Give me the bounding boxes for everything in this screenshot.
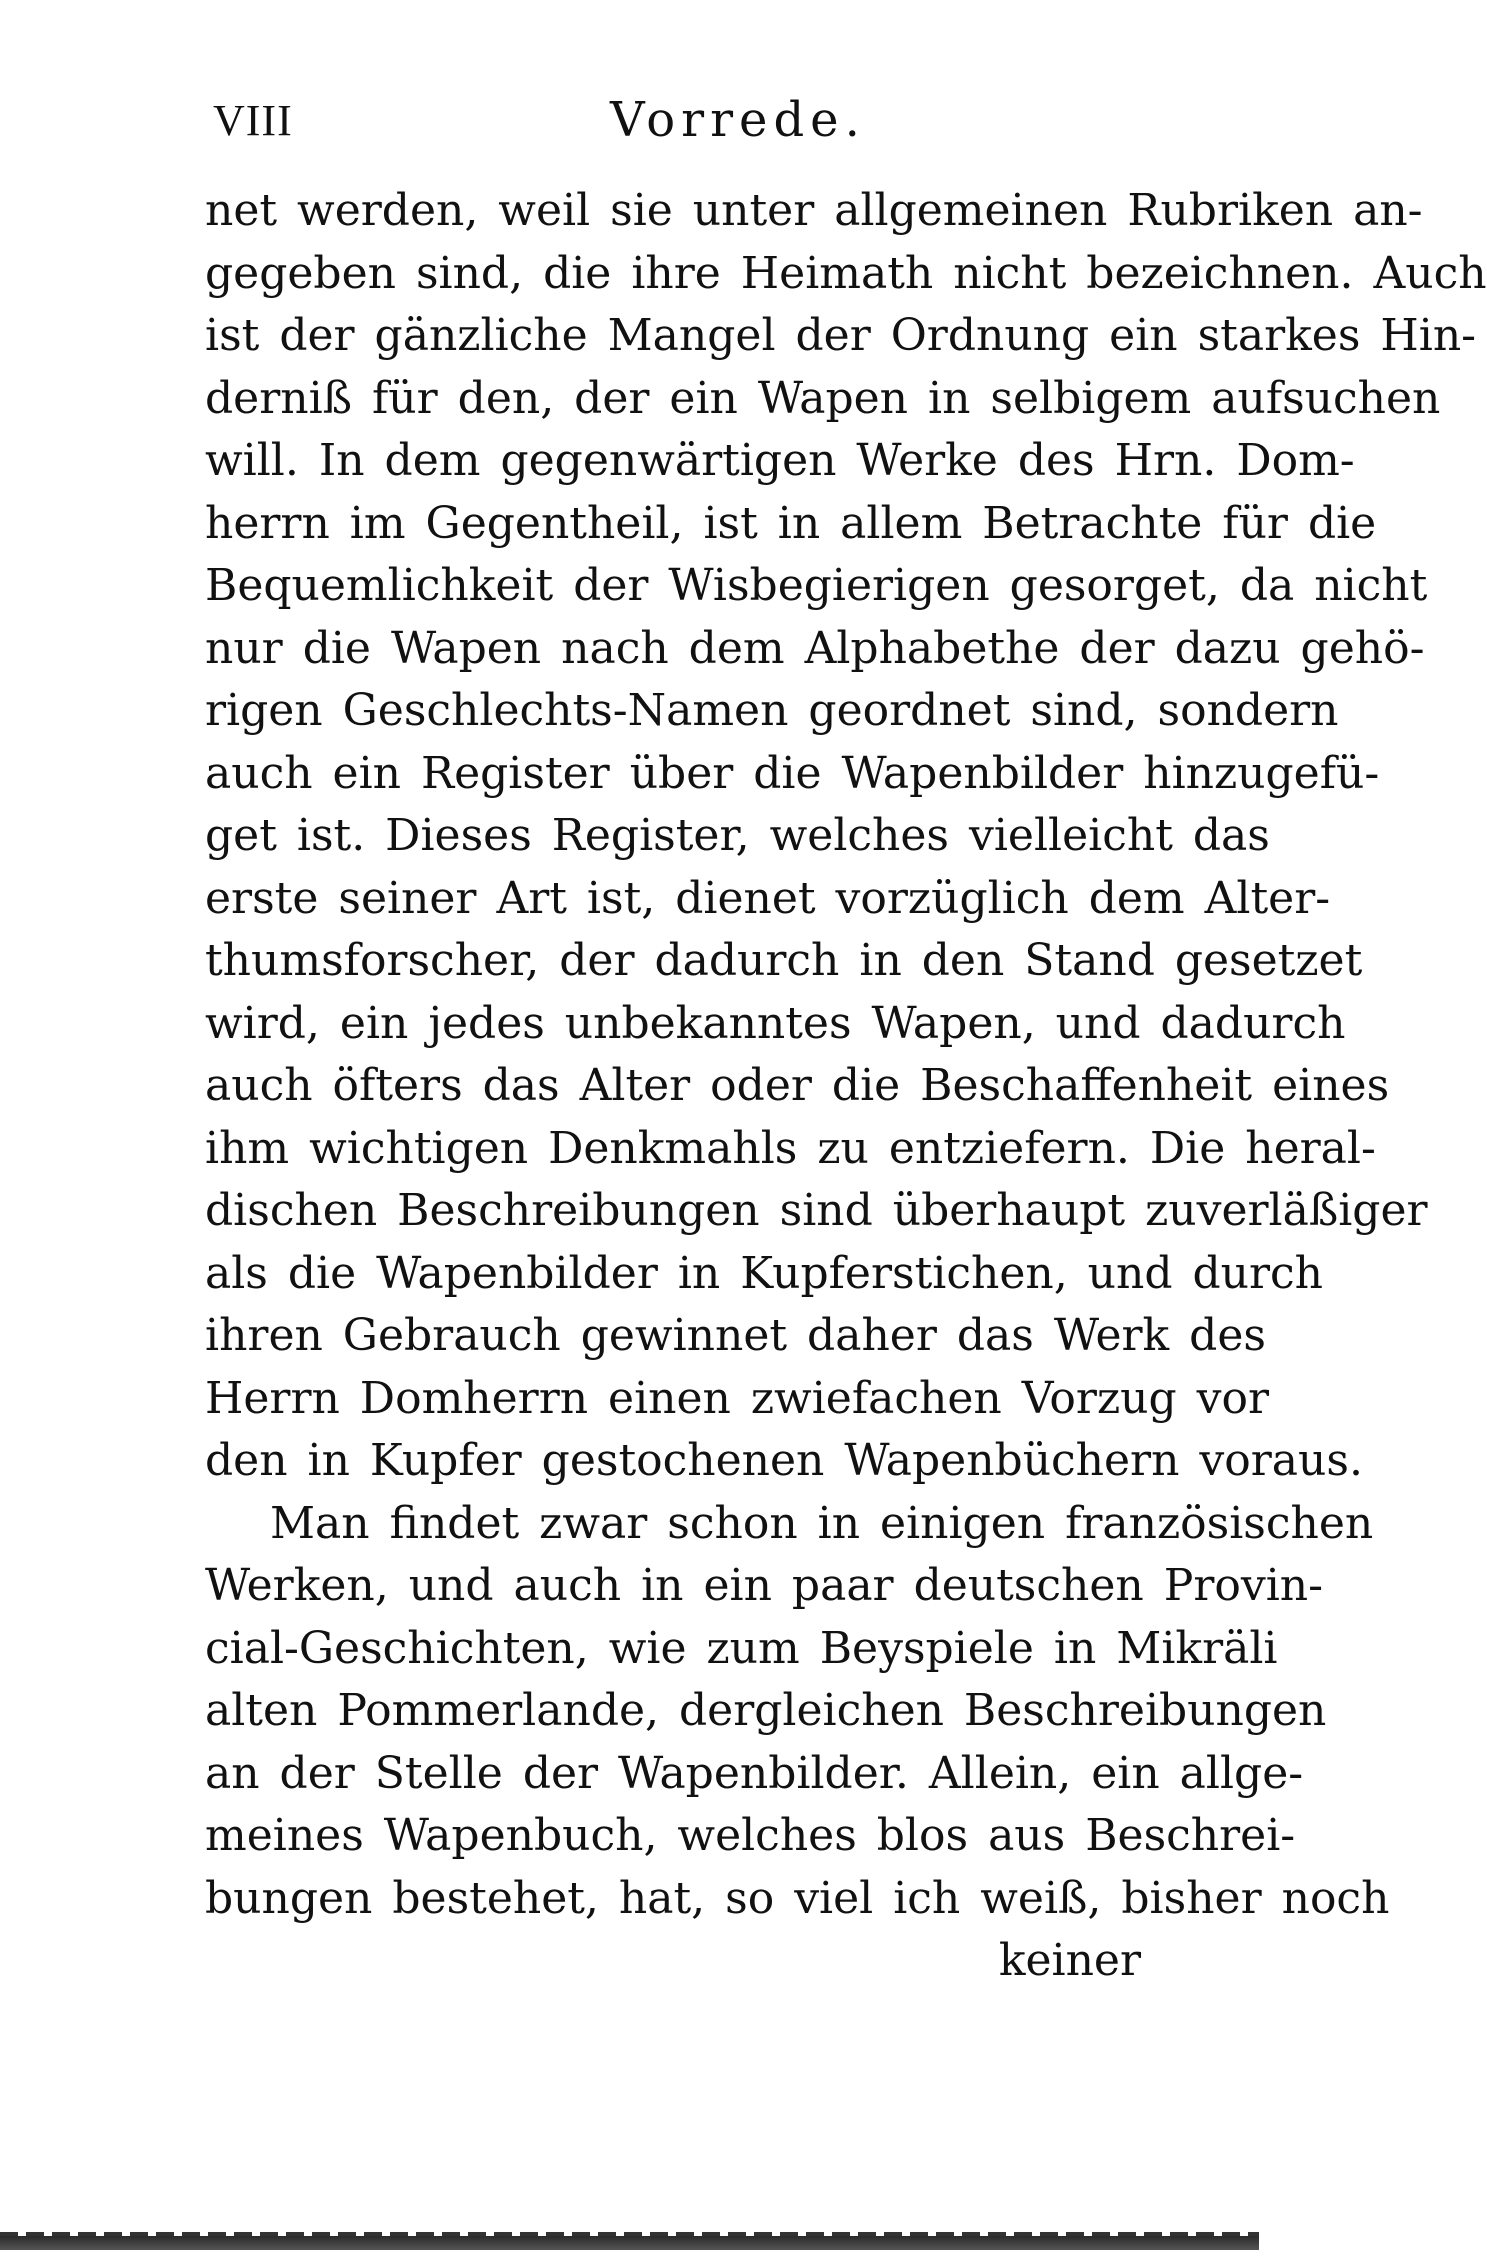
text-line: rigen Geschlechts-Namen geordnet sind, sondern [205, 685, 1339, 736]
text-line: bungen bestehet, hat, so viel ich weiß, bisher noch [205, 1872, 1390, 1924]
text-line: get ist. Dieses Register, welches vielleicht das [205, 810, 1270, 861]
text-line: will. In dem gegenwärtigen Werke des Hrn. Dom- [205, 435, 1355, 486]
text-line: dischen Beschreibungen sind überhaupt zuverläßiger [205, 1185, 1428, 1236]
text-line: net werden, weil sie unter allgemeinen Rubriken an- [205, 185, 1423, 236]
text-line: Werken, und auch in ein paar deutschen Provin- [205, 1560, 1323, 1611]
text-line: an der Stelle der Wapenbilder. Allein, ein allge- [205, 1747, 1304, 1799]
text-line: auch ein Register über die Wapenbilder hinzugefü- [205, 747, 1380, 799]
text-line: Bequemlichkeit der Wisbegierigen gesorget, da nicht [205, 560, 1428, 611]
text-line: alten Pommerlande, dergleichen Beschreibungen [205, 1685, 1327, 1736]
text-line: cial-Geschichten, wie zum Beyspiele in Mikräli [205, 1622, 1278, 1674]
paragraph-start-line: Man findet zwar schon in einigen französischen [270, 1497, 1374, 1549]
text-line: ihm wichtigen Denkmahls zu entziefern. Die heral- [205, 1122, 1376, 1174]
text-line: ist der gänzliche Mangel der Ordnung ein starkes Hin- [205, 310, 1477, 361]
scan-edge-border [0, 2236, 1259, 2250]
text-line: ihren Gebrauch gewinnet daher das Werk des [205, 1310, 1266, 1361]
text-line: gegeben sind, die ihre Heimath nicht bezeichnen. Auch [205, 247, 1487, 299]
text-line: derniß für den, der ein Wapen in selbigem aufsuchen [205, 372, 1441, 424]
catchword: keiner [998, 1935, 1141, 1986]
text-line: als die Wapenbilder in Kupferstichen, und durch [205, 1247, 1324, 1299]
text-line: den in Kupfer gestochenen Wapenbüchern voraus. [205, 1435, 1363, 1486]
text-line: herrn im Gegentheil, ist in allem Betrachte für die [205, 497, 1377, 549]
body-text [205, 180, 1487, 1993]
text-line: meines Wapenbuch, welches blos aus Beschrei- [205, 1810, 1296, 1861]
running-title: Vorrede. [610, 92, 866, 148]
text-line: erste seiner Art ist, dienet vorzüglich dem Alter- [205, 872, 1331, 924]
text-line: auch öfters das Alter oder die Beschaffenheit eines [205, 1060, 1390, 1111]
text-line: Herrn Domherrn einen zwiefachen Vorzug vor [205, 1372, 1269, 1424]
text-line: wird, ein jedes unbekanntes Wapen, und dadurch [205, 997, 1346, 1049]
text-line: nur die Wapen nach dem Alphabethe der dazu gehö- [205, 622, 1425, 674]
page-number: VIII [213, 96, 293, 145]
text-line: thumsforscher, der dadurch in den Stand gesetzet [205, 935, 1363, 986]
